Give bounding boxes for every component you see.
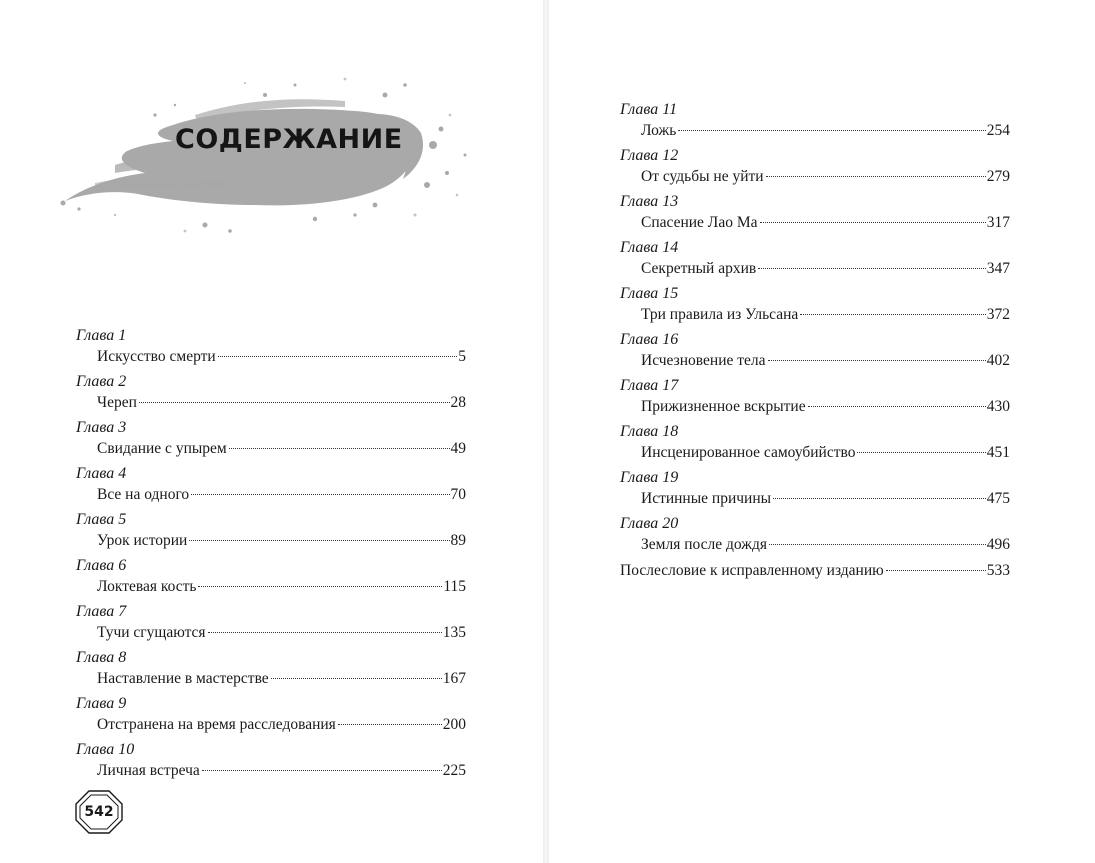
chapter-label: Глава 18 [620,423,679,440]
chapter-label: Глава 12 [620,147,679,164]
afterword-title: Послесловие к исправленному изданию [620,562,884,579]
chapter-label: Глава 10 [76,741,135,758]
chapter-line [76,576,466,598]
chapter-label: Глава 13 [620,193,679,210]
toc-entry[interactable] [76,510,466,556]
dot-leader [773,498,986,499]
chapter-page: 135 [442,624,466,641]
chapter-line [620,350,1010,372]
chapter-page: 28 [450,394,466,411]
chapter-page: 372 [986,306,1010,323]
chapter-page: 89 [450,532,466,549]
chapter-page: 402 [986,352,1010,369]
chapter-label: Глава 15 [620,285,679,302]
chapter-line [76,392,466,414]
chapter-page: 451 [986,444,1010,461]
chapter-page: 347 [986,260,1010,277]
toc-entry[interactable] [620,330,1010,376]
dot-leader [229,448,450,449]
chapter-label: Глава 7 [76,603,127,620]
chapter-label: Глава 3 [76,419,127,436]
dot-leader [758,268,986,269]
chapter-page: 70 [450,486,466,503]
dot-leader [208,632,442,633]
chapter-title: Локтевая кость [97,578,197,595]
chapter-line [76,760,466,782]
dot-leader [857,452,985,453]
chapter-line [76,346,466,368]
toc-entry[interactable] [76,418,466,464]
dot-leader [338,724,442,725]
chapter-title: Отстранена на время расследования [97,716,336,733]
chapter-line [76,484,466,506]
chapter-title: Инсценированное самоубийство [641,444,856,461]
toc-entry[interactable] [76,694,466,740]
chapter-label: Глава 19 [620,469,679,486]
chapter-page: 317 [986,214,1010,231]
chapter-line [76,668,466,690]
chapter-page: 475 [986,490,1010,507]
toc-entry[interactable] [620,376,1010,422]
chapter-title: Ложь [641,122,677,139]
chapter-page: 167 [442,670,466,687]
chapter-title: Исчезновение тела [641,352,766,369]
chapter-line [76,622,466,644]
toc-entry[interactable] [76,648,466,694]
dot-leader [769,544,986,545]
chapter-title: Земля после дождя [641,536,767,553]
dot-leader [191,494,449,495]
chapter-line [620,258,1010,280]
dot-leader [218,356,458,357]
chapter-line [76,714,466,736]
toc-entry[interactable] [620,238,1010,284]
toc-entry[interactable] [76,326,466,372]
chapter-line [620,166,1010,188]
dot-leader [886,570,986,571]
chapter-title: От судьбы не уйти [641,168,764,185]
toc-entry[interactable] [76,464,466,510]
chapter-page: 279 [986,168,1010,185]
chapter-line [76,530,466,552]
toc-entry[interactable] [620,514,1010,560]
chapter-line [76,438,466,460]
chapter-label: Глава 1 [76,327,127,344]
chapter-title: Череп [97,394,137,411]
chapter-title: Спасение Лао Ма [641,214,758,231]
chapter-line [620,120,1010,142]
dot-leader [768,360,986,361]
chapter-label: Глава 16 [620,331,679,348]
toc-entry[interactable] [76,740,466,786]
toc-entry[interactable] [76,556,466,602]
afterword-page: 533 [986,562,1010,579]
toc-entry-afterword[interactable] [620,560,1010,606]
dot-leader [198,586,442,587]
chapter-label: Глава 8 [76,649,127,666]
dot-leader [800,314,985,315]
chapter-label: Глава 4 [76,465,127,482]
left-page [0,0,543,863]
chapter-title: Искусство смерти [97,348,216,365]
chapter-title: Свидание с упырем [97,440,227,457]
chapter-label: Глава 6 [76,557,127,574]
chapter-line [620,396,1010,418]
chapter-label: Глава 17 [620,377,679,394]
chapter-page: 49 [450,440,466,457]
chapter-title: Наставление в мастерстве [97,670,269,687]
toc-entry[interactable] [620,422,1010,468]
chapter-line [620,304,1010,326]
chapter-label: Глава 2 [76,373,127,390]
chapter-label: Глава 5 [76,511,127,528]
chapter-page: 430 [986,398,1010,415]
afterword-line [620,560,1010,582]
toc-entry[interactable] [76,602,466,648]
chapter-page: 200 [442,716,466,733]
toc-entry[interactable] [76,372,466,418]
chapter-page: 496 [986,536,1010,553]
chapter-line [620,488,1010,510]
chapter-title: Личная встреча [97,762,200,779]
toc-list-right [620,100,1010,606]
toc-entry[interactable] [620,284,1010,330]
chapter-page: 254 [986,122,1010,139]
chapter-title: Три правила из Ульсана [641,306,799,323]
toc-entry[interactable] [620,100,1010,146]
dot-leader [139,402,450,403]
chapter-label: Глава 9 [76,695,127,712]
dot-leader [189,540,449,541]
page-title: СОДЕРЖАНИЕ [175,124,403,155]
chapter-page: 115 [443,578,466,595]
dot-leader [808,406,986,407]
toc-entry[interactable] [620,146,1010,192]
dot-leader [271,678,442,679]
toc-list-left [76,326,466,786]
toc-entry[interactable] [620,192,1010,238]
chapter-page: 5 [458,348,466,365]
chapter-title: Урок истории [97,532,188,549]
chapter-title: Тучи сгущаются [97,624,206,641]
chapter-title: Истинные причины [641,490,772,507]
chapter-title: Прижизненное вскрытие [641,398,806,415]
chapter-title: Секретный архив [641,260,757,277]
dot-leader [766,176,986,177]
dot-leader [202,770,442,771]
chapter-title: Все на одного [97,486,190,503]
chapter-label: Глава 11 [620,101,678,118]
page-number: 542 [84,804,114,820]
chapter-line [620,212,1010,234]
chapter-line [620,534,1010,556]
dot-leader [678,130,985,131]
chapter-line [620,442,1010,464]
chapter-label: Глава 20 [620,515,679,532]
chapter-label: Глава 14 [620,239,679,256]
dot-leader [760,222,986,223]
toc-entry[interactable] [620,468,1010,514]
page-number-badge [74,789,124,835]
chapter-page: 225 [442,762,466,779]
